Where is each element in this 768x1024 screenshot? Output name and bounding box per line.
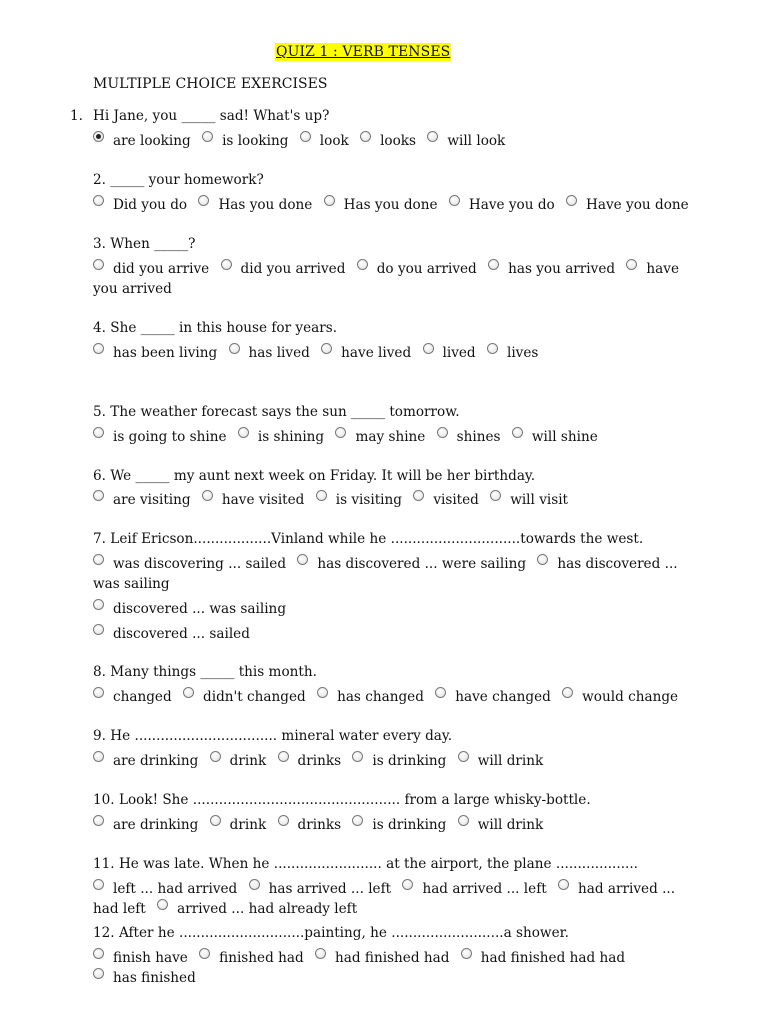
- radio-icon[interactable]: [352, 815, 363, 826]
- radio-icon[interactable]: [93, 687, 104, 698]
- option[interactable]: had arrived ... left: [402, 881, 546, 897]
- question-3-text: 3. When _____?: [93, 236, 196, 252]
- radio-icon[interactable]: [488, 259, 499, 270]
- option[interactable]: Did you do: [93, 197, 187, 213]
- option[interactable]: Has you done: [198, 197, 312, 213]
- option[interactable]: are visiting: [93, 492, 191, 508]
- radio-icon[interactable]: [93, 490, 104, 501]
- radio-icon[interactable]: [93, 599, 104, 610]
- question-1-text: Hi Jane, you _____ sad! What's up?: [93, 108, 330, 124]
- option[interactable]: have visited: [202, 492, 304, 508]
- option[interactable]: has discovered ... were sailing: [297, 556, 526, 572]
- option[interactable]: arrived ... had already left: [157, 901, 357, 917]
- radio-icon[interactable]: [93, 259, 104, 270]
- radio-icon[interactable]: [202, 490, 213, 501]
- option[interactable]: will visit: [490, 492, 568, 508]
- radio-icon[interactable]: [413, 490, 424, 501]
- radio-icon[interactable]: [562, 687, 573, 698]
- radio-icon[interactable]: [210, 815, 221, 826]
- option[interactable]: visited: [413, 492, 479, 508]
- option[interactable]: will shine: [512, 429, 598, 445]
- option[interactable]: have changed: [435, 689, 551, 705]
- radio-icon[interactable]: [93, 343, 104, 354]
- option[interactable]: shines: [437, 429, 501, 445]
- option[interactable]: have you arrived: [93, 261, 679, 297]
- option[interactable]: finish have: [93, 950, 188, 966]
- option[interactable]: drinks: [278, 753, 342, 769]
- radio-icon[interactable]: [198, 195, 209, 206]
- radio-icon[interactable]: [566, 195, 577, 206]
- option[interactable]: lives: [487, 345, 538, 361]
- option[interactable]: are looking: [93, 133, 191, 149]
- option[interactable]: changed: [93, 689, 172, 705]
- option[interactable]: has arrived ... left: [249, 881, 392, 897]
- radio-icon[interactable]: [316, 490, 327, 501]
- radio-icon[interactable]: [324, 195, 335, 206]
- radio-icon[interactable]: [229, 343, 240, 354]
- radio-icon[interactable]: [93, 815, 104, 826]
- quiz-subtitle: MULTIPLE CHOICE EXERCISES: [93, 76, 328, 92]
- option[interactable]: do you arrived: [357, 261, 477, 277]
- question-7-options-row-3: [93, 624, 703, 644]
- radio-icon[interactable]: [238, 427, 249, 438]
- radio-icon[interactable]: [93, 879, 104, 890]
- question-7-options: [93, 554, 703, 594]
- option[interactable]: is going to shine: [93, 429, 227, 445]
- radio-icon[interactable]: [437, 427, 448, 438]
- radio-icon[interactable]: [626, 259, 637, 270]
- option[interactable]: would change: [562, 689, 678, 705]
- question-1-options: [93, 131, 703, 151]
- radio-icon[interactable]: [93, 554, 104, 565]
- question-4-text: 4. She _____ in this house for years.: [93, 320, 338, 336]
- radio-icon[interactable]: [490, 490, 501, 501]
- radio-icon[interactable]: [449, 195, 460, 206]
- radio-icon[interactable]: [427, 131, 438, 142]
- radio-icon[interactable]: [183, 687, 194, 698]
- option[interactable]: will drink: [458, 753, 544, 769]
- radio-icon[interactable]: [458, 815, 469, 826]
- question-3-options: [93, 259, 703, 299]
- question-8-options: [93, 687, 703, 707]
- radio-icon[interactable]: [278, 815, 289, 826]
- radio-icon[interactable]: [335, 427, 346, 438]
- question-11-text: 11. He was late. When he ......................... at the airport, the plane ...................: [93, 856, 638, 872]
- option[interactable]: didn't changed: [183, 689, 306, 705]
- option[interactable]: has you arrived: [488, 261, 615, 277]
- quiz-title: QUIZ 1 : VERB TENSES: [276, 44, 451, 60]
- option[interactable]: drinks: [278, 817, 342, 833]
- radio-icon[interactable]: [297, 554, 308, 565]
- option[interactable]: look: [300, 133, 349, 149]
- radio-icon[interactable]: [458, 751, 469, 762]
- option[interactable]: drink: [210, 753, 267, 769]
- radio-icon[interactable]: [210, 751, 221, 762]
- option[interactable]: had arrived ... had left: [93, 881, 676, 917]
- option[interactable]: Have you done: [566, 197, 689, 213]
- option[interactable]: Has you done: [324, 197, 438, 213]
- question-11-options: [93, 879, 703, 919]
- option[interactable]: finished had: [199, 950, 304, 966]
- radio-icon[interactable]: [360, 131, 371, 142]
- radio-selected-icon[interactable]: [93, 131, 104, 142]
- radio-icon[interactable]: [93, 751, 104, 762]
- radio-icon[interactable]: [558, 879, 569, 890]
- radio-icon[interactable]: [317, 687, 328, 698]
- question-2-text: 2. _____ your homework?: [93, 172, 264, 188]
- question-6-options: [93, 490, 703, 510]
- option[interactable]: is looking: [202, 133, 288, 149]
- option[interactable]: did you arrive: [93, 261, 209, 277]
- question-7-text: 7. Leif Ericson..................Vinland while he ..............................towards the west.: [93, 531, 644, 547]
- option[interactable]: are drinking: [93, 817, 198, 833]
- radio-icon[interactable]: [402, 879, 413, 890]
- question-1-number: 1.: [70, 108, 83, 124]
- question-5-options: [93, 427, 703, 447]
- option[interactable]: looks: [360, 133, 416, 149]
- radio-icon[interactable]: [221, 259, 232, 270]
- option[interactable]: has changed: [317, 689, 424, 705]
- radio-icon[interactable]: [278, 751, 289, 762]
- radio-icon[interactable]: [93, 427, 104, 438]
- radio-icon[interactable]: [423, 343, 434, 354]
- option[interactable]: did you arrived: [221, 261, 346, 277]
- question-9-options: [93, 751, 703, 771]
- radio-icon[interactable]: [202, 131, 213, 142]
- option[interactable]: will look: [427, 133, 505, 149]
- radio-icon[interactable]: [352, 751, 363, 762]
- question-12-options: [93, 948, 733, 988]
- radio-icon[interactable]: [315, 948, 326, 959]
- option[interactable]: are drinking: [93, 753, 198, 769]
- radio-icon[interactable]: [461, 948, 472, 959]
- option[interactable]: have lived: [321, 345, 411, 361]
- question-10-text: 10. Look! She ................................................ from a large whisky-bottle.: [93, 792, 591, 808]
- question-9-text: 9. He ................................. mineral water every day.: [93, 728, 453, 744]
- option[interactable]: is shining: [238, 429, 324, 445]
- option[interactable]: drink: [210, 817, 267, 833]
- question-8-text: 8. Many things _____ this month.: [93, 664, 317, 680]
- radio-icon[interactable]: [321, 343, 332, 354]
- radio-icon[interactable]: [487, 343, 498, 354]
- question-6-text: 6. We _____ my aunt next week on Friday. It will be her birthday.: [93, 468, 536, 484]
- option[interactable]: is visiting: [316, 492, 402, 508]
- question-2-options: [93, 195, 703, 215]
- radio-icon[interactable]: [93, 948, 104, 959]
- question-5-text: 5. The weather forecast says the sun _____ tomorrow.: [93, 404, 460, 420]
- option[interactable]: may shine: [335, 429, 425, 445]
- option[interactable]: is drinking: [352, 817, 446, 833]
- option[interactable]: has finished: [93, 970, 196, 986]
- radio-icon[interactable]: [249, 879, 260, 890]
- option[interactable]: left ... had arrived: [93, 881, 237, 897]
- option[interactable]: had finished had had: [461, 950, 625, 966]
- option[interactable]: has been living: [93, 345, 217, 361]
- question-4-options: [93, 343, 703, 363]
- option[interactable]: will drink: [458, 817, 544, 833]
- option[interactable]: Have you do: [449, 197, 555, 213]
- option[interactable]: discovered ... was sailing: [93, 601, 286, 617]
- radio-icon[interactable]: [512, 427, 523, 438]
- option[interactable]: was discovering ... sailed: [93, 556, 286, 572]
- option[interactable]: has lived: [229, 345, 310, 361]
- radio-icon[interactable]: [199, 948, 210, 959]
- option[interactable]: lived: [423, 345, 476, 361]
- radio-icon[interactable]: [537, 554, 548, 565]
- radio-icon[interactable]: [435, 687, 446, 698]
- option[interactable]: is drinking: [352, 753, 446, 769]
- radio-icon[interactable]: [157, 899, 168, 910]
- option[interactable]: has discovered ... was sailing: [93, 556, 678, 592]
- radio-icon[interactable]: [93, 624, 104, 635]
- option[interactable]: had finished had: [315, 950, 449, 966]
- radio-icon[interactable]: [93, 195, 104, 206]
- option[interactable]: discovered ... sailed: [93, 626, 250, 642]
- question-12-text: 12. After he .............................painting, he ..........................a shower.: [93, 925, 569, 941]
- question-7-options-row-2: [93, 599, 703, 619]
- radio-icon[interactable]: [93, 968, 104, 979]
- question-10-options: [93, 815, 703, 835]
- radio-icon[interactable]: [357, 259, 368, 270]
- radio-icon[interactable]: [300, 131, 311, 142]
